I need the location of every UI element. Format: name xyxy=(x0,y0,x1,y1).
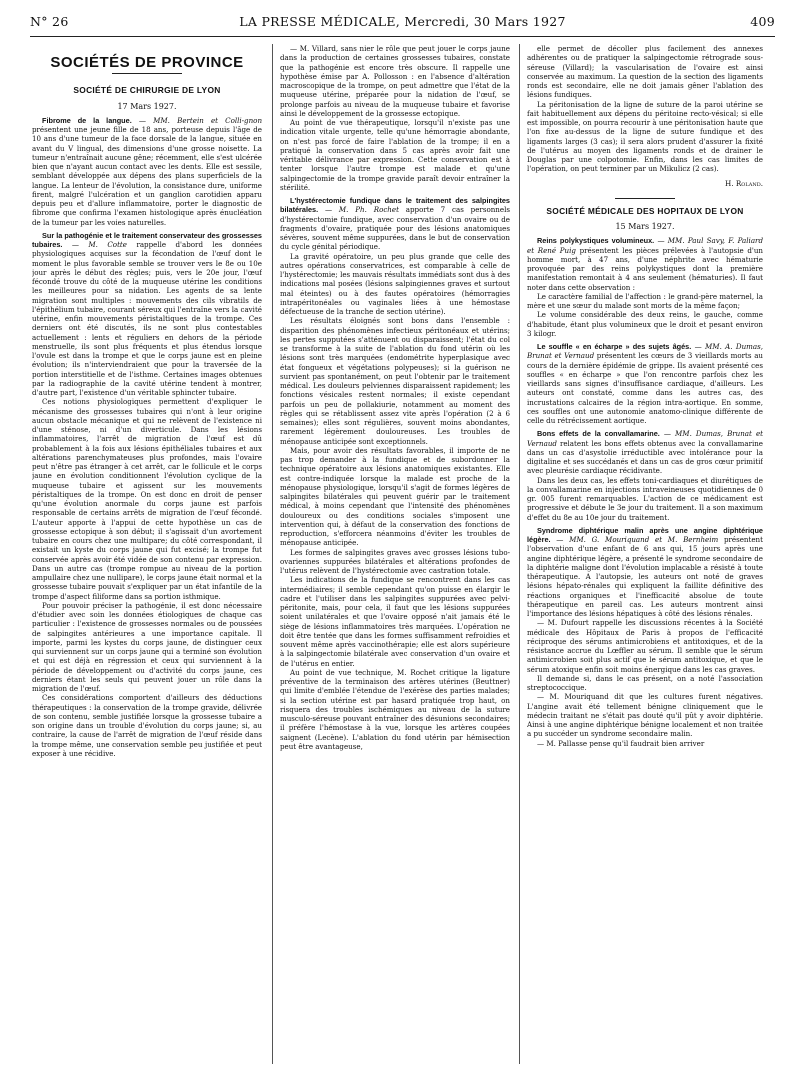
paragraph: — M. Pallasse pense qu'il faudrait bien arriver xyxy=(537,738,705,748)
paragraph: — M. Mouriquand dit que les cultures furent négatives. L'angine avait été tellement bénigne cliniquement que le médecin traitant ne s'était pas douté qu'il pût y avoir diphtérie. Ainsi à une angine diphtérique bénigne localement et non traitée a pu succéder un syndrome secondaire malin. xyxy=(527,692,763,739)
publication-line: LA PRESSE MÉDICALE, Mercredi, 30 Mars 1927 xyxy=(239,14,566,29)
page-number: 409 xyxy=(750,14,775,29)
header-rule xyxy=(30,36,775,37)
article-authors: — M. Cotte xyxy=(71,240,127,249)
article-title: Le souffle « en écharpe » des sujets âgés. xyxy=(537,342,692,351)
paragraph: Il demande si, dans le cas présent, on a noté l'association streptococcique. xyxy=(527,673,763,692)
paragraph: La gravité opératoire, un peu plus grande que celle des autres opérations conservatrices, est comparable à celle de l'hystérectomie; les mauvais résultats immédiats sont dus à des indications mal posées (lésions salpingiennes graves et surtout mal éteintes) ou à des fautes opératoires (hémorragies intrapéritonéales ou vaginales liées à une hémostase défectueuse de la tranche de section utérine). xyxy=(280,251,510,316)
paragraph: Ces notions physiologiques permettent d'expliquer le mécanisme des grossesses tubaires qui n'ont à leur origine aucun obstacle mécanique et qui ne relèvent de l'existence ni d'une sténose, ni d'un diverticule. Dans les lésions inflammatoires, l'arrêt de migration de l'œuf est dû probablement à la fois aux lésions épithéliales tubaires et aux altérations parenchymateuses plus profondes, mais l'ovaire peut n'être pas étranger à cet arrêt, car le follicule et le corps jaune en évolution conditionnent l'évolution cyclique de la muqueuse tubaire et agissent sur les mouvements péristaltiques de la trompe. On est donc en droit de penser qu'une évolution anormale du corps jaune est parfois responsable de certains arrêts de migration de l'œuf fécondé. L'auteur apporte à l'appui de cette hypothèse un cas de grossesse ectopique à son début; il s'agissait d'un avortement tubaire en cours chez une multipare; du côté correspondant, il existait un kyste du corps jaune qui fut excisé; la trompe fut conservée après avoir été vidée de son contenu par expression. Dans un autre cas (trompe rompue au niveau de la portion ampullaire chez une nullipare), le corps jaune était normal et la grossesse tubaire pouvait s'expliquer par un état infantile de la trompe d'aspect filiforme dans sa portion isthmique. xyxy=(32,397,262,601)
paragraph: Mais, pour avoir des résultats favorables, il importe de ne pas trop demander à la fundique et de subordonner la technique opératoire aux lésions anatomiques existantes. Elle est contre-indiquée lorsque la malade est proche de la ménopause physiologique, lorsqu'il s'agit de formes légères de salpingites bilatérales qui peuvent guérir par le traitement médical, à moins cependant que l'intensité des phénomènes douloureux ou des conditions sociales s'imposent une intervention qui, à défaut de la conservation des fonctions de reproduction, s'efforcera néanmoins d'éviter les troubles de ménopause anticipée. xyxy=(280,445,510,548)
article-grossesses-tubaires xyxy=(32,231,262,398)
paragraph: Pour pouvoir préciser la pathogénie, il est donc nécessaire d'étudier avec soin les données étiologiques de chaque cas particulier : l'existence de grossesses normales ou de poussées de salpingites antérieures a une importance capitale. Il importe, parmi les kystes du corps jaune, de distinguer ceux qui surviennent sur un corps jaune qui a terminé son évolution et qui est déjà en régression et ceux qui surviennent à la période de développement ou d'activité du corps jaune, ces derniers étant les seuls qui peuvent jouer un rôle dans la migration de l'œuf. xyxy=(32,600,262,693)
society-title: SOCIÉTÉ MÉDICALE DES HOPITAUX DE LYON xyxy=(546,205,744,216)
article-authors: — MM. Bertein et Colli-gnon xyxy=(138,115,262,125)
article-text: apporte 7 cas personnels d'hystérectomie fundique, avec conservation d'un ovaire ou de fragments d'ovaire, pratiquée pour des lésions anatomiques sévères, souvent même suppurées, dans le but de conservation du cycle génital périodique. xyxy=(280,205,510,252)
article-convallamarine xyxy=(527,429,763,475)
paragraph: Les formes de salpingites graves avec grosses lésions tubo-ovariennes suppurées bilatérales et altérations profondes de l'utérus relèvent de l'hystérectomie avec castration totale. xyxy=(280,547,510,575)
column-divider xyxy=(272,44,273,1064)
paragraph: — M. Dufourt rappelle les discussions récentes à la Société médicale des Hôpitaux de Paris à propos de l'efficacité réciproque des sérums antimicrobiens et antitoxiques, et de la résistance accrue du Lœffler au sérum. Il semble que le sérum antimicrobien soit plus actif que le sérum antitoxique, et que le sérum atoxique enfin soit moins énergique dans les cas graves. xyxy=(527,618,763,674)
article-text: relatent les bons effets obtenus avec la convallamarine dans un cas d'asystolie irréductible avec intolérance pour la digitaline et ses succédanés et dans un cas de gros cœur primitif avec pleurésie cardiaque récidivante. xyxy=(527,438,763,476)
article-title: Fibrome de la langue. xyxy=(42,115,132,125)
title-rule xyxy=(112,73,182,74)
article-authors: — MM. A. Dumas, Brunat et Vernaud xyxy=(527,342,763,361)
article-title: Syndrome diphtérique malin après une angine diphtérique légère. xyxy=(527,525,763,544)
paragraph: Les indications de la fundique se rencontrent dans les cas intermédiaires; il semble cependant qu'on puisse en élargir le cadre et l'utiliser dans les salpingites suppurées avec pelvi-péritonite, mais, pour cela, il faut que les lésions suppurées soient unilatérales et que l'ovaire opposé n'ait jamais été le siège de lésions inflammatoires très marquées. L'opération ne doit être tentée que dans les formes suffisamment refroidies et souvent même après vaccinothérapie; elle est alors supérieure à la salpingectomie bilatérale avec conservation d'un ovaire et de l'utérus en entier. xyxy=(280,575,510,668)
paragraph: Les résultats éloignés sont bons dans l'ensemble : disparition des phénomènes infectieux péritonéaux et utérins; les pertes supputées s'atténuent ou disparaissent; l'état du col se transforme à la suite de l'ablation du fond utérin où les lésions sont très marquées (endométrite hyperplasique avec état fongueux et végétations polypeuses); si la guérison ne survient pas spontanément, on peut l'obtenir par le traitement médical. Les douleurs pelviennes disparaissent rapidement; les fonctions vésicales restent normales; il existe cependant parfois un peu de pollakiurie, notamment au moment des règles qui se rétablissent assez vite après l'opération (2 à 6 semaines); elles sont régulières, souvent moins abondantes, rarement légèrement douloureuses. Les troubles de ménopause anticipée sont exceptionnels. xyxy=(280,316,510,446)
article-text: rappelle d'abord les données physiologiques acquises sur la fécondation de l'œuf dont le moment le plus favorable semble se trouver vers le 8e ou 10e jour après le début des règles; puis, vers le 20e jour, l'œuf fécondé trouve du côté de la muqueuse utérine les conditions les meilleures pour sa nidation. Les agents de sa lente migration sont multiples : mouvements des cils vibratils de l'épithélium tubaire, courant séreux qui l'entraîne vers la cavité utérine, enfin mouvements péristaltiques de la trompe. Ces derniers ont été discutés, ils ne sont plus contestables actuellement : lents et réguliers en dehors de la période menstruelle, ils sont plus fréquents et plus étendus lorsque l'ovule est dans la trompe et que le corps jaune est en pleine évolution; ils n'interviendraient que pour la traversée de la portion interstitielle et de l'isthme. Certaines images obtenues par la radiographie de la cavité utérine tendent à montrer, d'autre part, l'existence d'un véritable sphincter tubaire. xyxy=(32,240,262,397)
article-title: L'hystérectomie fundique dans le traitement des salpingites bilatérales. xyxy=(280,196,510,215)
session-date: 15 Mars 1927. xyxy=(615,222,675,231)
column-3 xyxy=(527,44,763,1069)
column-2 xyxy=(280,44,510,1069)
paragraph: Le volume considérable des deux reins, le gauche, comme d'habitude, étant plus volumineux que le droit et pesant environ 3 kilogr. xyxy=(527,310,763,338)
paragraph: La péritonisation de la ligne de suture de la paroi utérine se fait habituellement aux dépens du péritoine recto-vésical; si elle est impossible, on pourra recourir à une péritonisation haute que l'on fixe au-dessus de la ligne de suture fundique et des ligaments larges (3 cas); il sera alors prudent d'assurer la fixité de l'utérus au moyen des ligaments ronds et de drainer le Douglas par une colpotomie. Enfin, dans les cas limites de l'opération, on peut terminer par un Mikulicz (2 cas). xyxy=(527,99,763,174)
article-hysterectomie xyxy=(280,196,510,252)
column-1 xyxy=(32,44,262,1069)
society-title: SOCIÉTÉ DE CHIRURGIE DE LYON xyxy=(73,85,221,96)
title-rule xyxy=(615,198,675,199)
paragraph: Le caractère familial de l'affection : le grand-père maternel, la mère et une sœur du malade sont morts de la même façon; xyxy=(527,291,763,310)
article-authors: — M. Ph. Rochet xyxy=(324,205,399,215)
paragraph: elle permet de décoller plus facilement des annexes adhérentes ou de pratiquer la salpingectomie rétrograde sous-séreuse (Villard); la vascularisation de l'ovaire est ainsi conservée au maximum. La question de la section des ligaments ronds est secondaire, elle ne doit jamais gêner l'ablation des lésions fundiques. xyxy=(527,44,763,100)
article-text: présentent une jeune fille de 18 ans, porteuse depuis l'âge de 10 ans d'une tumeur de la face dorsale de la langue, située en avant du V lingual, des dimensions d'une grosse noisette. La tumeur n'entraînait aucune gêne; récemment, elle s'est ulcérée bien que n'ayant aucun contact avec les dents. Elle est sessile, semblant développée aux dépens des plans superficiels de la langue. La lenteur de l'évolution, la consistance dure, uniforme firent, malgré l'ulcération et un ganglion carotidien apparu depuis peu et d'allure inflammatoire, porter le diagnostic de fibrome que confirma l'examen histologique après énucléation de la tumeur par les voies naturelles. xyxy=(32,125,262,227)
paragraph: — M. Villard, sans nier le rôle que peut jouer le corps jaune dans la production de certaines grossesses tubaires, constate que la pathogénie est encore très obscure. Il rappelle une hypothèse émise par A. Pollosson : en l'absence d'altération macroscopique de la trompe, on peut admettre que l'état de la muqueuse utérine, préparée pour la nidation de l'œuf, se prolonge parfois au niveau de la muqueuse tubaire et favorise ainsi le développement de la grossesse ectopique. xyxy=(280,44,510,118)
paragraph: Dans les deux cas, les effets toni-cardiaques et diurétiques de la convallamarine en injections intraveineuses quotidiennes de 0 gr. 005 furent remarquables. L'action de ce médicament est progressive et débute le 3e jour du traitement. Il a son maximum d'effet du 8e au 10e jour du traitement. xyxy=(527,475,763,522)
article-reins xyxy=(527,236,763,292)
session-date: 17 Mars 1927. xyxy=(117,101,177,111)
article-fibrome xyxy=(32,116,262,227)
article-authors: — MM. Paul Savy, F. Paliard et René Puig xyxy=(527,236,763,255)
article-souffle xyxy=(527,342,763,425)
article-text: présentent les cœurs de 3 vieillards morts au cours de la dernière épidémie de grippe. Ils avaient présenté ces souffles « en écharpe » que l'on rencontre parfois chez les vieillards sans signes d'insuffisance cardiaque, d'ailleurs. Les auteurs ont constaté, comme dans les autres cas, des incrustations calcaires de la région intra-aortique. En somme, ces souffles ont une autonomie anatomo-clinique différente de celle du rétrécissement aortique. xyxy=(527,351,763,425)
paragraph: Au point de vue thérapeutique, lorsqu'il n'existe pas une indication vitale urgente, telle qu'une hémorragie abondante, on n'est pas forcé de faire l'ablation de la trompe; il en a pratiqué la conservation dans 5 cas après avoir fait une véritable délivrance par expression. Cette conservation est à tenter lorsque l'autre trompe est malade et qu'une salpingectomie de la trompe gravide paraît devoir entraîner la stérilité. xyxy=(280,118,510,192)
article-title: Sur la pathogénie et le traitement conservateur des grossesses tubaires. xyxy=(32,230,262,249)
article-title: Reins polykystiques volumineux. xyxy=(537,236,655,246)
column-divider xyxy=(519,44,520,1064)
signature: H. Roland. xyxy=(725,178,763,188)
article-title: Bons effets de la convallamarine. xyxy=(537,429,660,439)
article-authors: — MM. Dumas, Brunat et Vernaud xyxy=(527,429,763,448)
running-header xyxy=(30,14,775,32)
article-text: présentent l'observation d'une enfant de 6 ans qui, 15 jours après une angine diphtérique légère, a présenté le syndrome secondaire de la diphtérie maligne dont l'évolution implacable a résisté à toute thérapeutique. A l'autopsie, les auteurs ont noté de graves lésions hépato-rénales qui expliquent la faillite définitive des réactions organiques et l'inefficacité absolue de toute thérapeutique en pareil cas. Les auteurs montrent ainsi l'importance des lésions hépatiques à côté des lésions rénales. xyxy=(527,535,763,618)
paragraph: Au point de vue technique, M. Rochet critique la ligature préventive de la terminaison des artères utérines (Beuttner) qui limite d'emblée l'étendue de l'exérèse des parties malades; si la section utérine est par hasard pratiquée trop haut, on risquera des troubles ischémiques au niveau de la suture musculo-séreuse pouvant entraîner des désunions secondaires; il préfère l'hémostase à la vue, lorsque les artères coupées saignent (Lecène). L'ablation du fond utérin par hémisection peut être avantageuse, xyxy=(280,667,510,751)
issue-number: N° 26 xyxy=(30,14,69,29)
article-authors: — MM. G. Mouriquand et M. Bernheim xyxy=(556,535,719,544)
paragraph: Ces considérations comportent d'ailleurs des déductions thérapeutiques : la conservation de la trompe gravide, délivrée de son contenu, semble justifiée lorsque la grossesse tubaire a son origine dans un trouble d'évolution du corps jaune; si, au contraire, la cause de l'arrêt de migration de l'œuf réside dans la trompe même, une conservation semble peu justifiée et peut exposer à une récidive. xyxy=(32,693,262,758)
article-text: présentent les pièces prélevées à l'autopsie d'un homme mort, à 47 ans, d'une néphrite avec hématurie provoquée par des reins polykystiques dont la première manifestation remontait à 4 ans seulement (hématuries). Il faut noter dans cette observation : xyxy=(527,245,763,292)
section-title: SOCIÉTÉS DE PROVINCE xyxy=(50,54,244,71)
article-diphterie xyxy=(527,526,763,619)
